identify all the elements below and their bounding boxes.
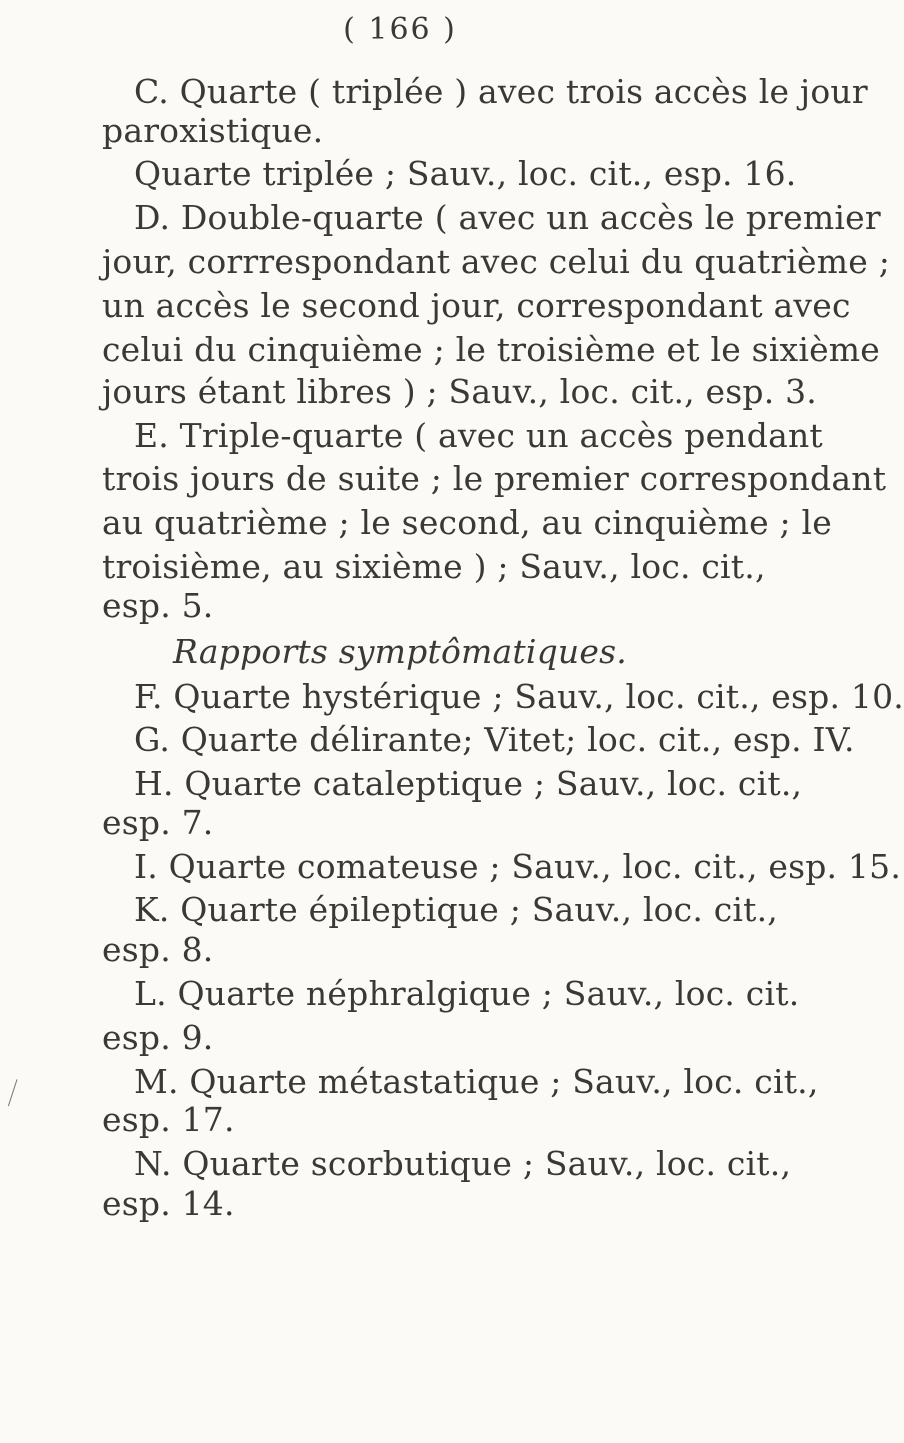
page-number: ( 166 ) xyxy=(343,12,457,47)
text-line: L. Quarte néphralgique ; Sauv., loc. cit. xyxy=(134,974,800,1013)
text-line: C. Quarte ( triplée ) avec trois accès le jour xyxy=(134,72,868,111)
text-line: D. Double-quarte ( avec un accès le premier xyxy=(134,198,881,237)
text-line: jour, corrrespondant avec celui du quatrième ; xyxy=(102,242,891,281)
text-line: N. Quarte scorbutique ; Sauv., loc. cit., xyxy=(134,1144,792,1183)
text-line: esp. 9. xyxy=(102,1018,214,1057)
text-line: troisième, au sixième ) ; Sauv., loc. cit., xyxy=(102,547,766,586)
text-line: paroxistique. xyxy=(102,111,324,150)
text-line: au quatrième ; le second, au cinquième ; le xyxy=(102,503,833,542)
text-line: G. Quarte délirante; Vitet; loc. cit., esp. IV. xyxy=(134,720,855,759)
text-line: esp. 5. xyxy=(102,586,214,625)
text-line: esp. 7. xyxy=(102,803,214,842)
text-line: H. Quarte cataleptique ; Sauv., loc. cit., xyxy=(134,764,803,803)
text-line: jours étant libres ) ; Sauv., loc. cit., esp. 3. xyxy=(102,372,817,411)
text-line: esp. 8. xyxy=(102,930,214,969)
text-line: I. Quarte comateuse ; Sauv., loc. cit., esp. 15. xyxy=(134,847,902,886)
text-line: M. Quarte métastatique ; Sauv., loc. cit., xyxy=(134,1062,819,1101)
text-line: K. Quarte épileptique ; Sauv., loc. cit., xyxy=(134,890,778,929)
text-line: un accès le second jour, correspondant avec xyxy=(102,286,851,325)
text-line: esp. 14. xyxy=(102,1184,235,1223)
text-line: Quarte triplée ; Sauv., loc. cit., esp. 16. xyxy=(134,154,797,193)
text-line: celui du cinquième ; le troisième et le sixième xyxy=(102,330,881,369)
section-heading: Rapports symptômatiques. xyxy=(173,632,627,671)
text-line: E. Triple-quarte ( avec un accès pendant xyxy=(134,416,823,455)
text-line: esp. 17. xyxy=(102,1100,235,1139)
text-line: trois jours de suite ; le premier correspondant xyxy=(102,459,887,498)
text-line: F. Quarte hystérique ; Sauv., loc. cit., esp. 10. xyxy=(134,677,904,716)
